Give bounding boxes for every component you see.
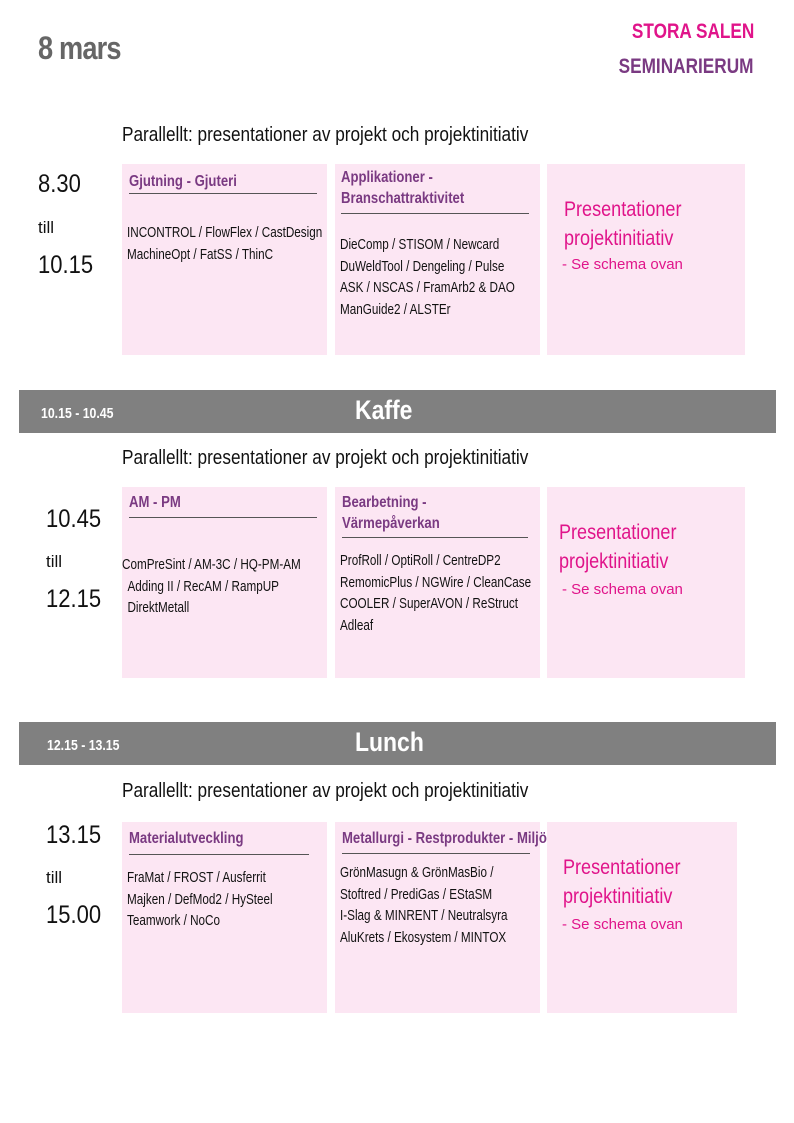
list-item: GrönMasugn & GrönMasBio / <box>340 864 494 881</box>
list-item: Stoftred / PrediGas / EStaSM <box>340 885 493 903</box>
box-divider <box>342 537 528 538</box>
presentation-title: Presentationer projektinitiativ <box>564 198 682 250</box>
list-item: ComPreSint / AM-3C / HQ-PM-AM <box>122 556 301 573</box>
session-time-start: 13.15 <box>46 821 102 849</box>
box-title: Bearbetning - Värmepåverkan <box>342 494 440 532</box>
break-label: Lunch <box>355 727 424 757</box>
list-item: Adding II / RecAM / RampUP <box>127 577 279 595</box>
list-item: ManGuide2 / ALSTEr <box>340 300 451 318</box>
list-item: ProfRoll / OptiRoll / CentreDP2 <box>340 552 501 569</box>
box-project-list <box>340 234 515 320</box>
list-item: I-Slag & MINRENT / Neutralsyra <box>340 907 508 924</box>
list-item: FraMat / FROST / Ausferrit <box>127 869 266 886</box>
session-box-seminarierum <box>122 487 327 678</box>
break-band-lunch <box>19 722 776 765</box>
session-box-stora-salen <box>547 487 745 678</box>
box-title: Materialutveckling <box>129 830 244 847</box>
box-title: AM - PM <box>129 494 181 511</box>
presentation-title: Presentationer projektinitiativ <box>559 521 677 573</box>
box-divider <box>341 213 529 214</box>
session-box-seminarierum <box>122 822 327 1013</box>
list-item: MachineOpt / FatSS / ThinC <box>127 245 274 263</box>
presentation-note: - Se schema ovan <box>562 256 683 273</box>
session-box-stora-salen <box>547 822 737 1013</box>
list-item: COOLER / SuperAVON / ReStruct <box>340 595 518 612</box>
legend-stora-salen: STORA SALEN <box>631 20 754 43</box>
box-title: Metallurgi - Restprodukter - Miljö <box>342 830 547 847</box>
list-item: AluKrets / Ekosystem / MINTOX <box>340 928 507 946</box>
box-divider <box>342 853 530 854</box>
list-item: DieComp / STISOM / Newcard <box>340 236 500 253</box>
list-item: Adleaf <box>340 616 374 634</box>
session-time-end: 10.15 <box>38 251 94 279</box>
box-project-list <box>127 867 273 932</box>
session-heading: Parallellt: presentationer av projekt och projektinitiativ <box>122 447 529 469</box>
session-time-till: till <box>38 218 55 237</box>
box-title: Gjutning - Gjuteri <box>129 173 237 190</box>
break-band-coffee <box>19 390 776 433</box>
presentation-note: - Se schema ovan <box>562 581 683 598</box>
presentation-note: - Se schema ovan <box>562 916 683 933</box>
box-project-list <box>340 550 531 636</box>
session-box-seminarierum <box>335 164 540 355</box>
box-divider <box>129 193 317 194</box>
break-label: Kaffe <box>355 395 413 425</box>
session-heading: Parallellt: presentationer av projekt och projektinitiativ <box>122 780 529 802</box>
box-title: Applikationer - Branschattraktivitet <box>341 169 465 207</box>
legend-seminarierum: SEMINARIERUM <box>619 55 754 78</box>
break-time: 10.15 - 10.45 <box>41 405 114 422</box>
box-project-list <box>122 554 301 619</box>
list-item: Teamwork / NoCo <box>127 912 220 929</box>
list-item: Majken / DefMod2 / HySteel <box>127 890 273 908</box>
session-box-stora-salen <box>547 164 745 355</box>
session-heading: Parallellt: presentationer av projekt och projektinitiativ <box>122 124 529 146</box>
list-item: DuWeldTool / Dengeling / Pulse <box>340 257 505 275</box>
session-time-till: till <box>46 868 63 887</box>
box-divider <box>129 854 309 855</box>
list-item: RemomicPlus / NGWire / CleanCase <box>340 573 532 591</box>
session-box-seminarierum <box>335 487 540 678</box>
session-time-start: 8.30 <box>38 170 81 198</box>
box-project-list <box>127 222 322 265</box>
list-item: ASK / NSCAS / FramArb2 & DAO <box>340 279 515 296</box>
session-box-seminarierum <box>335 822 547 1013</box>
page-date: 8 mars <box>38 30 121 66</box>
session-time-till: till <box>46 552 63 571</box>
box-divider <box>129 517 317 518</box>
presentation-title: Presentationer projektinitiativ <box>563 856 681 908</box>
list-item: DirektMetall <box>127 599 190 616</box>
list-item: INCONTROL / FlowFlex / CastDesign <box>127 224 323 241</box>
box-project-list <box>340 862 508 948</box>
session-time-end: 12.15 <box>46 585 102 613</box>
session-box-seminarierum <box>122 164 327 355</box>
session-time-start: 10.45 <box>46 505 102 533</box>
session-time-end: 15.00 <box>46 901 102 929</box>
break-time: 12.15 - 13.15 <box>47 737 120 754</box>
